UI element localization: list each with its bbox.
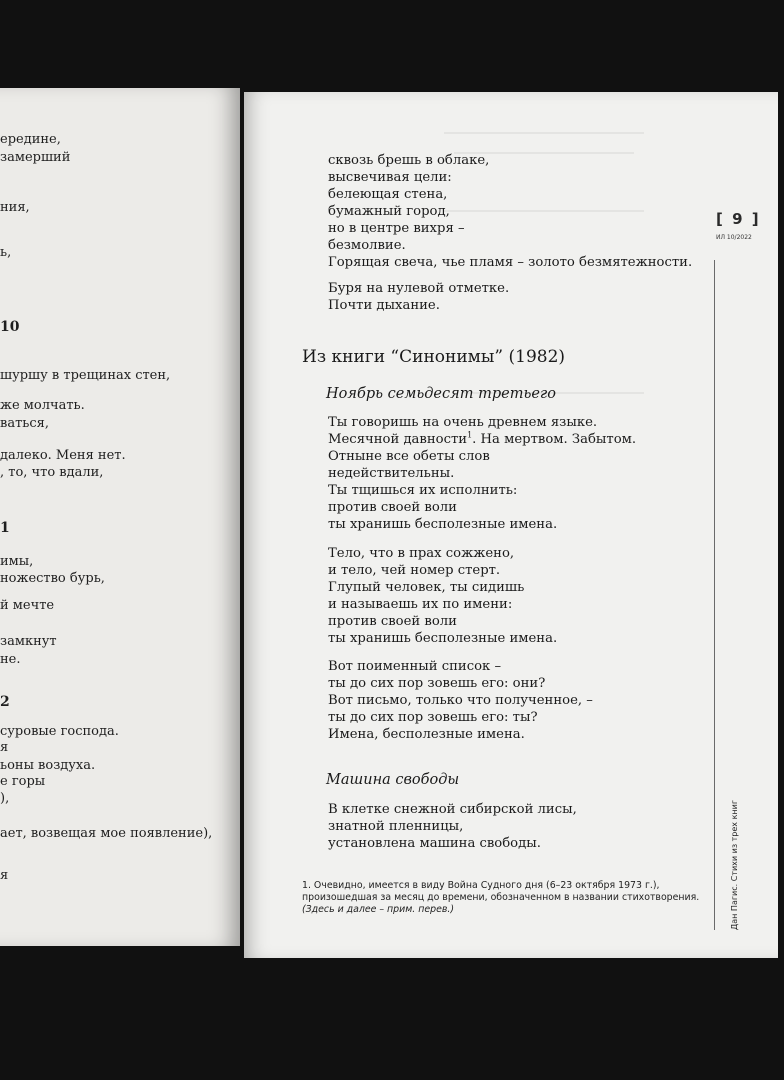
left-section-number: 1 — [0, 520, 10, 536]
poem-line: против своей воли — [328, 500, 457, 515]
poem-line: Ты говоришь на очень древнем языке. — [328, 415, 598, 430]
left-poem-line: я — [0, 740, 9, 755]
left-poem-line: шуршу в трещинах стен, — [0, 368, 171, 383]
poem-line: безмолвие. — [328, 238, 406, 253]
left-poem-line: ьоны воздуха. — [0, 758, 96, 773]
poem-line-text: Месячной давности — [328, 432, 468, 447]
poem-line: но в центре вихря – — [328, 221, 465, 236]
poem-continued-stanza-1 — [328, 152, 692, 271]
running-head: Дан Пагис. Стихи из трех книг — [730, 799, 739, 930]
poem-line: знатной пленницы, — [328, 819, 464, 834]
page-number: [ 9 ] — [716, 210, 761, 228]
poem-line: ты хранишь бесполезные имена. — [328, 517, 558, 532]
poem-line: Вот поименный список – — [328, 659, 502, 674]
left-poem-line: я — [0, 868, 9, 883]
left-poem-line: имы, — [0, 554, 34, 569]
left-poem-line: замкнут — [0, 634, 57, 649]
section-title: Из книги “Синонимы” (1982) — [302, 347, 566, 367]
poem-line: ты до сих пор зовешь его: они? — [328, 676, 546, 691]
margin-rule — [714, 260, 715, 930]
left-poem-line: е горы — [0, 774, 46, 789]
poem-line: белеющая стена, — [328, 187, 448, 202]
poem-line: Почти дыхание. — [328, 298, 440, 313]
left-poem-line: ваться, — [0, 416, 49, 431]
poem-line: высвечивая цели: — [328, 170, 452, 185]
poem-line: и тело, чей номер стерт. — [328, 563, 501, 578]
poem-line: Ты тщишься их исполнить: — [328, 483, 518, 498]
issue-label: ИЛ 10/2022 — [716, 234, 752, 241]
poem2-stanza-1 — [328, 801, 577, 852]
poem-line: Буря на нулевой отметке. — [328, 281, 510, 296]
left-poem-line: далеко. Меня нет. — [0, 448, 126, 463]
poem1-stanza-3 — [328, 658, 593, 743]
left-page — [0, 88, 240, 946]
poem-line: Вот письмо, только что полученное, – — [328, 693, 593, 708]
left-poem-line: й мечте — [0, 598, 55, 613]
poem-line: установлена машина свободы. — [328, 836, 541, 851]
left-poem-line: ь, — [0, 245, 12, 260]
poem-line: ты хранишь бесполезные имена. — [328, 631, 558, 646]
left-poem-line: ), — [0, 791, 10, 806]
footnote — [302, 880, 702, 916]
left-poem-line: , то, что вдали, — [0, 465, 104, 480]
poem-line: против своей воли — [328, 614, 457, 629]
poem-line: бумажный город, — [328, 204, 450, 219]
left-poem-line: замерший — [0, 150, 71, 165]
left-section-number: 2 — [0, 694, 10, 710]
poem-line: ты до сих пор зовешь его: ты? — [328, 710, 538, 725]
footnote-translator-note: (Здесь и далее – прим. перев.) — [302, 904, 455, 915]
footnote-text: 1. Очевидно, имеется в виду Война Судного дня (6–23 октября 1973 г.), произошедшая за месяц до времени, обозначенном в названии стихотворения. — [302, 880, 700, 903]
poem-line: В клетке снежной сибирской лисы, — [328, 802, 577, 817]
bleed-through-decoration — [444, 132, 644, 146]
poem-line — [328, 431, 636, 448]
poem-line: Отныне все обеты слов — [328, 449, 490, 464]
poem-line-text: . На мертвом. Забытом. — [472, 432, 637, 447]
poem-line: и называешь их по имени: — [328, 597, 513, 612]
poem-line: Глупый человек, ты сидишь — [328, 580, 525, 595]
right-page — [244, 92, 778, 958]
left-poem-line: ает, возвещая мое появление), — [0, 826, 213, 841]
left-poem-line: суровые господа. — [0, 724, 119, 739]
left-poem-line: не. — [0, 652, 21, 667]
poem-title: Машина свободы — [326, 772, 460, 788]
poem-title: Ноябрь семьдесят третьего — [326, 386, 556, 402]
poem-line: Тело, что в прах сожжено, — [328, 546, 515, 561]
footnote-marker: 1 — [467, 430, 473, 440]
poem-continued-stanza-2 — [328, 280, 509, 314]
left-poem-line: ния, — [0, 200, 30, 215]
poem1-stanza-1 — [328, 414, 636, 533]
poem1-stanza-2 — [328, 545, 557, 647]
left-poem-line: же молчать. — [0, 398, 85, 413]
left-poem-line: ножество бурь, — [0, 571, 105, 586]
poem-line: Горящая свеча, чье пламя – золото безмятежности. — [328, 255, 693, 270]
poem-line: Имена, бесполезные имена. — [328, 727, 525, 742]
poem-line: недействительны. — [328, 466, 455, 481]
poem-line: сквозь брешь в облаке, — [328, 153, 490, 168]
left-section-number: 10 — [0, 319, 20, 335]
left-poem-line: ередине, — [0, 132, 61, 147]
